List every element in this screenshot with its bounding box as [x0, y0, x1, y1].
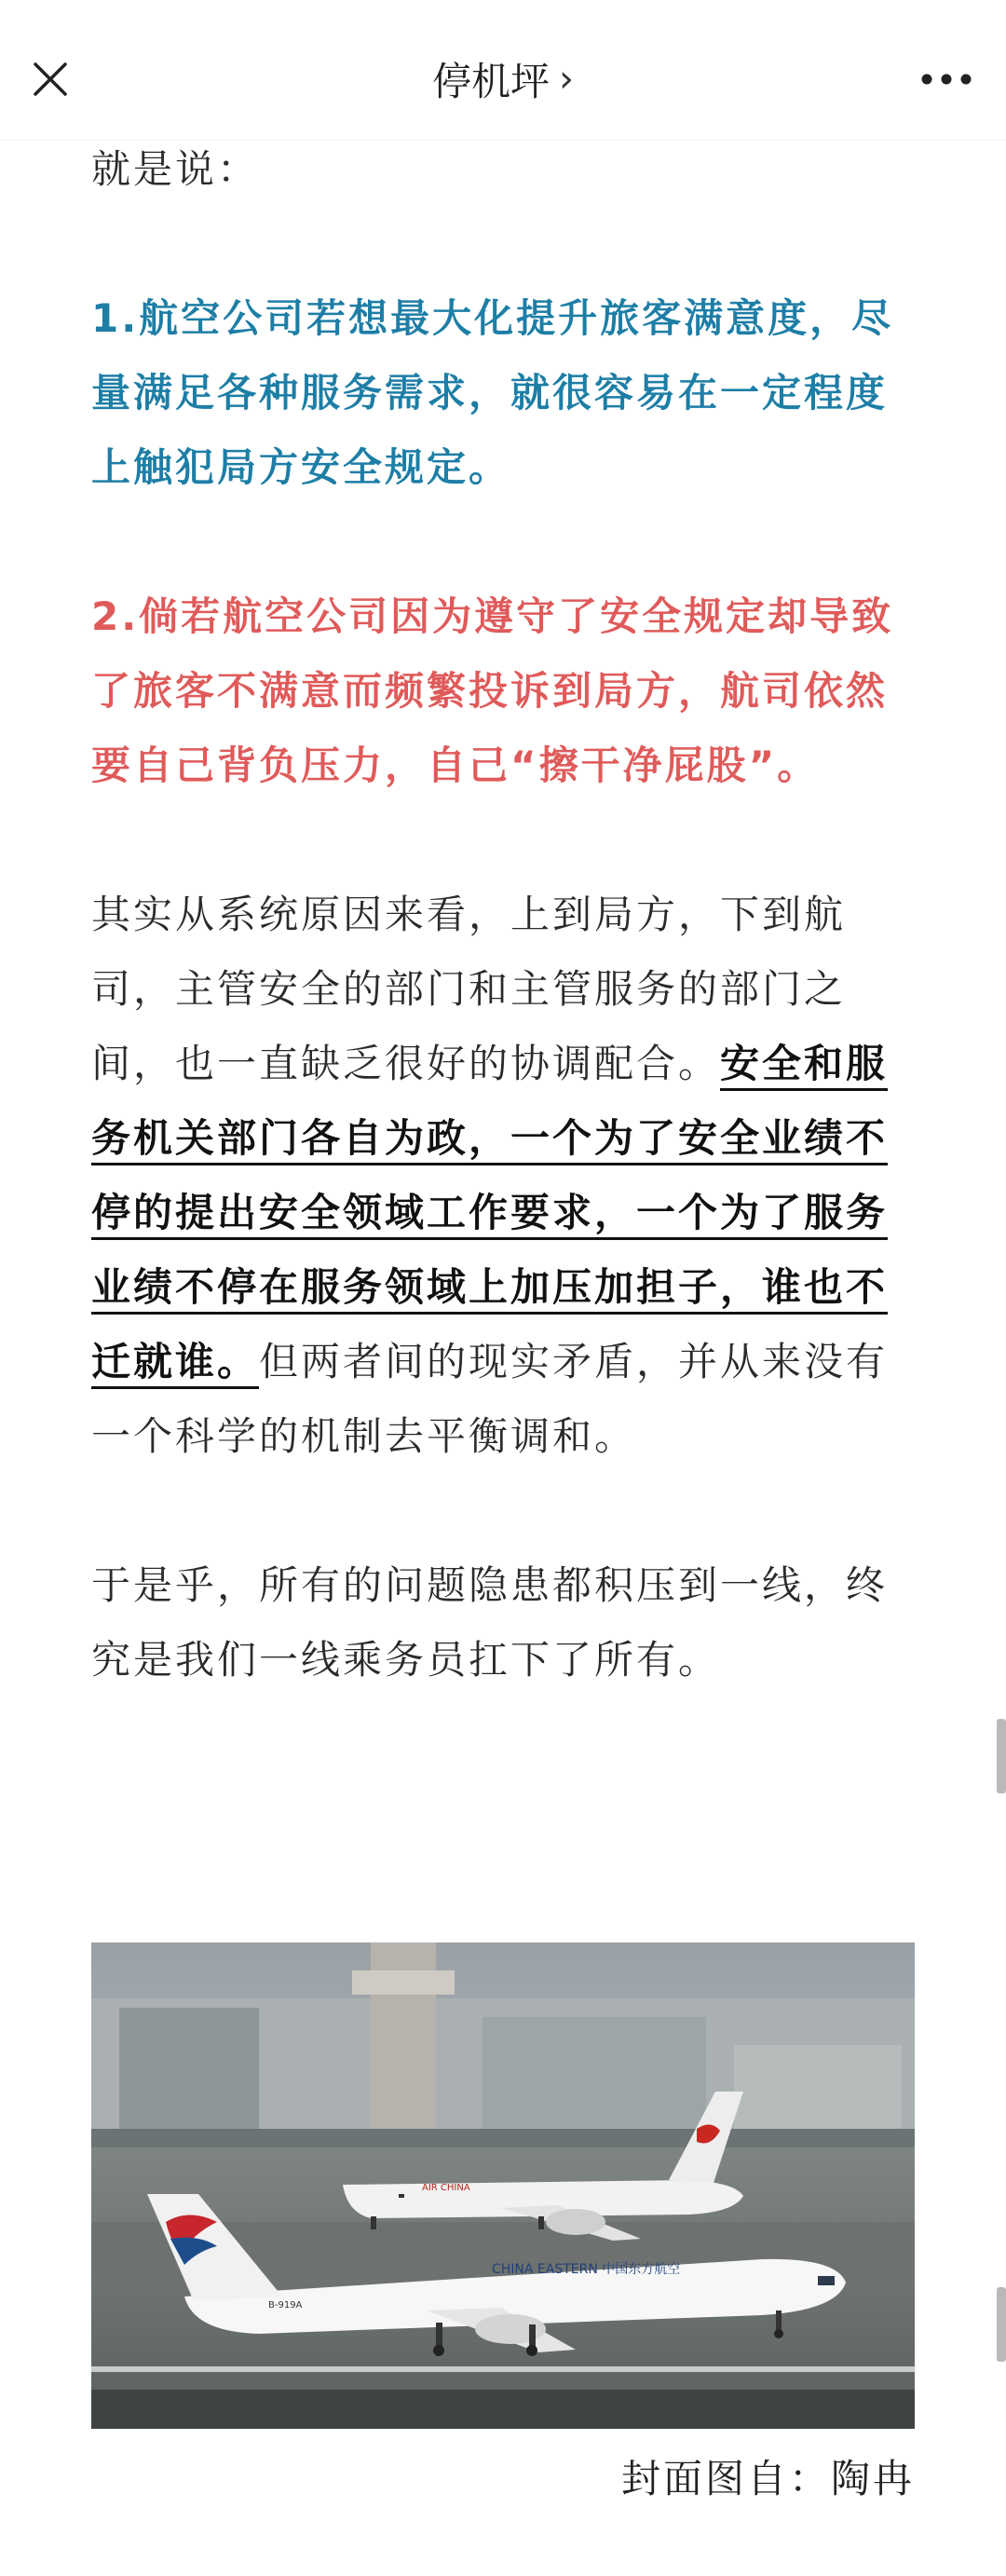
scrollbar-thumb[interactable]: [997, 1719, 1006, 1793]
account-title-link[interactable]: [0, 47, 1006, 112]
image-caption: 封面图自：陶冉: [620, 2456, 915, 2501]
registration-text: B-919A: [268, 2300, 303, 2310]
point-one: 1.航空公司若想最大化提升旅客满意度，尽量满足各种服务需求，就很容易在一定程度上触犯局方安全规定。: [91, 295, 894, 490]
more-button[interactable]: [909, 51, 984, 107]
chevron-right-icon: ›: [559, 58, 574, 101]
scrollbar-thumb[interactable]: [997, 2287, 1006, 2362]
intro-text: 就是说：: [91, 146, 260, 192]
bold-underlined-text: 安全和服务机关部门各自为政，一个为了安全业绩不停的提出安全领域工作要求，一个为了服务业绩不停在服务领域上加压加担子，谁也不迁就谁。: [91, 1041, 889, 1384]
airline-livery-text: CHINA EASTERN 中国东方航空: [492, 2262, 681, 2277]
paragraph-system-reasons: [91, 878, 915, 1474]
page-title: 停机坪: [431, 59, 550, 104]
paragraph-text: 其实从系统原因来看，上到局方，下到航司，主管安全的部门和主管服务的部门之间，也一直缺乏很好的协调配合。: [91, 892, 847, 1086]
point-two: 2.倘若航空公司因为遵守了安全规定却导致了旅客不满意而频繁投诉到局方，航司依然要自己背负压力，自己“擦干净屁股”。: [91, 593, 894, 788]
paragraph-conclusion: 于是乎，所有的问题隐患都积压到一线，终究是我们一线乘务员扛下了所有。: [91, 1562, 889, 1683]
airplanes-illustration: [91, 1942, 915, 2429]
article-body: [91, 140, 915, 1697]
more-icon: [920, 73, 972, 86]
top-nav-bar: [0, 0, 1006, 141]
paragraph-text: 但两者间的现实矛盾，并从来没有一个科学的机制去平衡调和。: [91, 1339, 889, 1459]
svg-text:AIR CHINA: AIR CHINA: [422, 2183, 470, 2193]
cover-photo: [91, 1942, 915, 2429]
